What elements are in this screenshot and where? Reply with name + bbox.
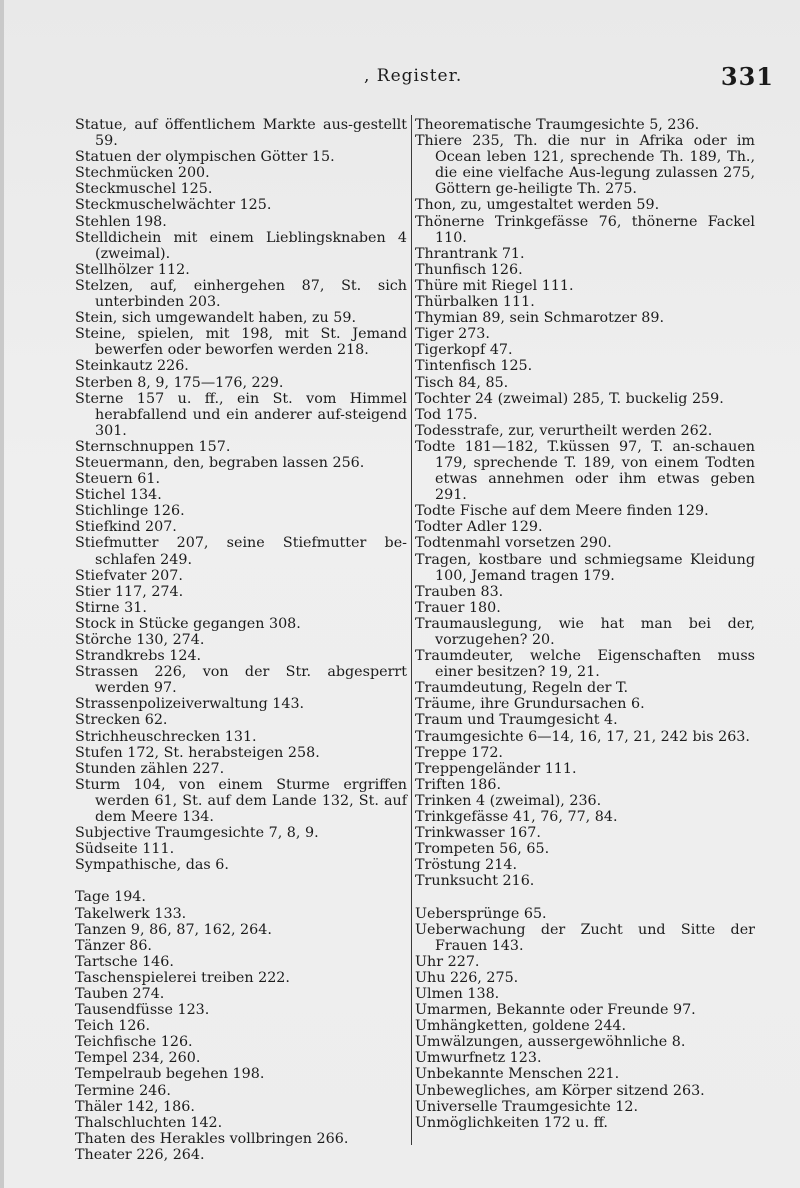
index-entry: Stelldichein mit einem Lieblingsknaben 4 (zweimal). — [75, 229, 407, 262]
index-entry: Thönerne Trinkgefässe 76, thönerne Fackel 110. — [415, 213, 755, 246]
index-entry: Stunden zählen 227. — [75, 760, 225, 777]
index-entry: Tänzer 86. — [75, 937, 152, 954]
index-column-left — [75, 117, 407, 1163]
index-entry: Tiger 273. — [415, 326, 490, 343]
running-title: , Register. — [364, 66, 463, 86]
index-entry: Stier 117, 274. — [75, 583, 184, 600]
index-entry: Störche 130, 274. — [75, 632, 205, 648]
index-entry: Trinkwasser 167. — [415, 825, 541, 842]
index-entry: Trunksucht 216. — [415, 873, 535, 890]
index-entry: Todesstrafe, zur, verurtheilt werden 262. — [415, 422, 713, 439]
index-entry: Trompeten 56, 65. — [415, 841, 550, 858]
index-entry: Tartsche 146. — [75, 953, 174, 970]
index-entry: Tisch 84, 85. — [415, 374, 509, 391]
index-entry: Strandkrebs 124. — [75, 648, 202, 665]
index-entry: Thaten des Herakles vollbringen 266. — [75, 1130, 349, 1147]
index-entry: Stichel 134. — [75, 487, 162, 504]
index-entry: Uhr 227. — [415, 953, 480, 970]
index-entry: Umarmen, Bekannte oder Freunde 97. — [415, 1002, 696, 1019]
index-entry: Steckmuschelwächter 125. — [75, 197, 272, 214]
index-entry: Tempelraub begehen 198. — [75, 1066, 265, 1083]
index-entry: Todte Fische auf dem Meere finden 129. — [415, 503, 709, 520]
index-entry: Ueberwachung der Zucht und Sitte der Frauen 143. — [415, 921, 755, 954]
index-entry: Strecken 62. — [75, 712, 168, 729]
index-entry: Unbewegliches, am Körper sitzend 263. — [415, 1082, 705, 1099]
index-entry: Südseite 111. — [75, 841, 175, 858]
index-entry: Tröstung 214. — [415, 857, 518, 874]
index-entry: Trinken 4 (zweimal), 236. — [415, 792, 602, 809]
index-entry: Thrantrank 71. — [415, 245, 525, 262]
index-entry: Tod 175. — [415, 406, 478, 423]
page-header — [4, 64, 800, 94]
index-entry: Sternschnuppen 157. — [75, 438, 231, 455]
index-entry: Todter Adler 129. — [415, 519, 543, 536]
index-entry: Tigerkopf 47. — [415, 342, 513, 359]
index-entry: Stechmücken 200. — [75, 165, 210, 182]
index-entry: Theorematische Traumgesichte 5, 236. — [415, 117, 700, 133]
index-entry: Taschenspielerei treiben 222. — [75, 969, 290, 986]
index-entry: Uebersprünge 65. — [415, 905, 547, 922]
index-entry: Thon, zu, umgestaltet werden 59. — [415, 197, 660, 214]
index-entry: Uhu 226, 275. — [415, 969, 519, 986]
index-entry: Stirne 31. — [75, 599, 147, 616]
index-entry: Strichheuschrecken 131. — [75, 728, 257, 745]
index-entry: Strassen 226, von der Str. abgesperrt werden 97. — [75, 664, 407, 697]
index-entry: Treppe 172. — [415, 744, 503, 761]
index-entry: Stein, sich umgewandelt haben, zu 59. — [75, 310, 357, 327]
index-entry: Statue, auf öffentlichem Markte aus-gestellt 59. — [75, 117, 407, 150]
index-entry: Sympathische, das 6. — [75, 857, 229, 874]
index-entry: Steuern 61. — [75, 471, 160, 488]
index-entry: Stiefkind 207. — [75, 519, 177, 536]
index-entry: Teich 126. — [75, 1018, 151, 1035]
index-entry: Stelzen, auf, einhergehen 87, St. sich unterbinden 203. — [75, 277, 407, 311]
index-entry: Thäler 142, 186. — [75, 1098, 195, 1115]
index-entry: Traumdeuter, welche Eigenschaften muss einer besitzen? 19, 21. — [415, 648, 755, 681]
index-entry: Theater 226, 264. — [75, 1146, 205, 1163]
index-entry: Stellhölzer 112. — [75, 261, 190, 278]
index-entry: Sterne 157 u. ff., ein St. vom Himmel herabfallend und ein anderer auf-steigend 301. — [75, 390, 407, 439]
index-entry: Stiefmutter 207, seine Stiefmutter be-schlafen 249. — [75, 535, 407, 568]
index-entry: Stiefvater 207. — [75, 567, 183, 584]
index-entry: Steckmuschel 125. — [75, 181, 213, 198]
index-entry: Strassenpolizeiverwaltung 143. — [75, 696, 305, 713]
index-entry: Statuen der olympischen Götter 15. — [75, 149, 335, 166]
index-entry: Tanzen 9, 86, 87, 162, 264. — [75, 921, 272, 938]
index-entry: Thüre mit Riegel 111. — [415, 277, 574, 294]
index-entry: Tragen, kostbare und schmiegsame Kleidung 100, Jemand tragen 179. — [415, 551, 755, 584]
index-column-right — [415, 117, 755, 1131]
index-entry: Umwälzungen, aussergewöhnliche 8. — [415, 1034, 686, 1051]
index-entry: Tausendfüsse 123. — [75, 1002, 210, 1019]
page-number: 331 — [720, 62, 774, 91]
index-entry: Unbekannte Menschen 221. — [415, 1066, 620, 1083]
index-entry: Sturm 104, von einem Sturme ergriffen werden 61, St. auf dem Lande 132, St. auf dem Meere 134. — [75, 776, 407, 826]
index-entry: Stufen 172, St. herabsteigen 258. — [75, 744, 320, 761]
index-entry: Universelle Traumgesichte 12. — [415, 1098, 639, 1115]
index-entry: Ulmen 138. — [415, 985, 500, 1002]
index-entry: Traumgesichte 6—14, 16, 17, 21, 242 bis 263. — [415, 728, 750, 745]
index-entry: Umhängketten, goldene 244. — [415, 1018, 627, 1035]
index-entry: Tochter 24 (zweimal) 285, T. buckelig 259. — [415, 390, 724, 407]
index-entry: Trinkgefässe 41, 76, 77, 84. — [415, 809, 618, 826]
index-entry: Stichlinge 126. — [75, 503, 185, 520]
index-entry: Todte 181—182, T.küssen 97, T. an-schauen 179, sprechende T. 189, von einem Todten etwas annehmen oder ihm etwas geben 291. — [415, 438, 755, 504]
index-entry: Treppengeländer 111. — [415, 760, 577, 777]
index-entry: Träume, ihre Grundursachen 6. — [415, 696, 645, 713]
index-entry: Stehlen 198. — [75, 213, 167, 230]
index-entry: Thalschluchten 142. — [75, 1114, 223, 1131]
index-entry: Teichfische 126. — [75, 1034, 193, 1051]
index-entry: Thymian 89, sein Schmarotzer 89. — [415, 310, 665, 327]
index-entry: Steuermann, den, begraben lassen 256. — [75, 454, 365, 471]
index-entry: Termine 246. — [75, 1082, 171, 1099]
index-entry: Traumdeutung, Regeln der T. — [415, 680, 629, 697]
index-entry: Thiere 235, Th. die nur in Afrika oder im Ocean leben 121, sprechende Th. 189, Th., die eine vielfache Aus-legung zulassen 275, Göttern ge-heiligte Th. 275. — [415, 133, 755, 198]
index-entry: Stock in Stücke gegangen 308. — [75, 615, 301, 632]
index-entry: Thunfisch 126. — [415, 261, 523, 278]
index-entry: Traumauslegung, wie hat man bei der, vorzugehen? 20. — [415, 615, 755, 648]
index-entry: Tage 194. — [75, 889, 146, 906]
book-page — [4, 0, 800, 1188]
index-entry: Trauben 83. — [415, 583, 504, 600]
index-entry: Umwurfnetz 123. — [415, 1050, 542, 1067]
index-entry: Todtenmahl vorsetzen 290. — [415, 535, 612, 552]
index-entry: Takelwerk 133. — [75, 905, 187, 922]
index-entry: Steine, spielen, mit 198, mit St. Jemand bewerfen oder beworfen werden 218. — [75, 326, 407, 359]
index-entry: Traum und Traumgesicht 4. — [415, 712, 618, 729]
index-entry: Tempel 234, 260. — [75, 1050, 201, 1067]
index-entry: Steinkautz 226. — [75, 358, 189, 375]
index-entry: Unmöglichkeiten 172 u. ff. — [415, 1114, 608, 1131]
index-entry: Subjective Traumgesichte 7, 8, 9. — [75, 825, 319, 842]
index-entry: Thürbalken 111. — [415, 294, 535, 311]
index-entry: Triften 186. — [415, 776, 502, 793]
index-entry: Trauer 180. — [415, 599, 501, 616]
index-entry: Tauben 274. — [75, 985, 165, 1002]
index-entry: Sterben 8, 9, 175—176, 229. — [75, 374, 284, 391]
column-divider — [411, 115, 412, 1145]
index-entry: Tintenfisch 125. — [415, 358, 533, 375]
